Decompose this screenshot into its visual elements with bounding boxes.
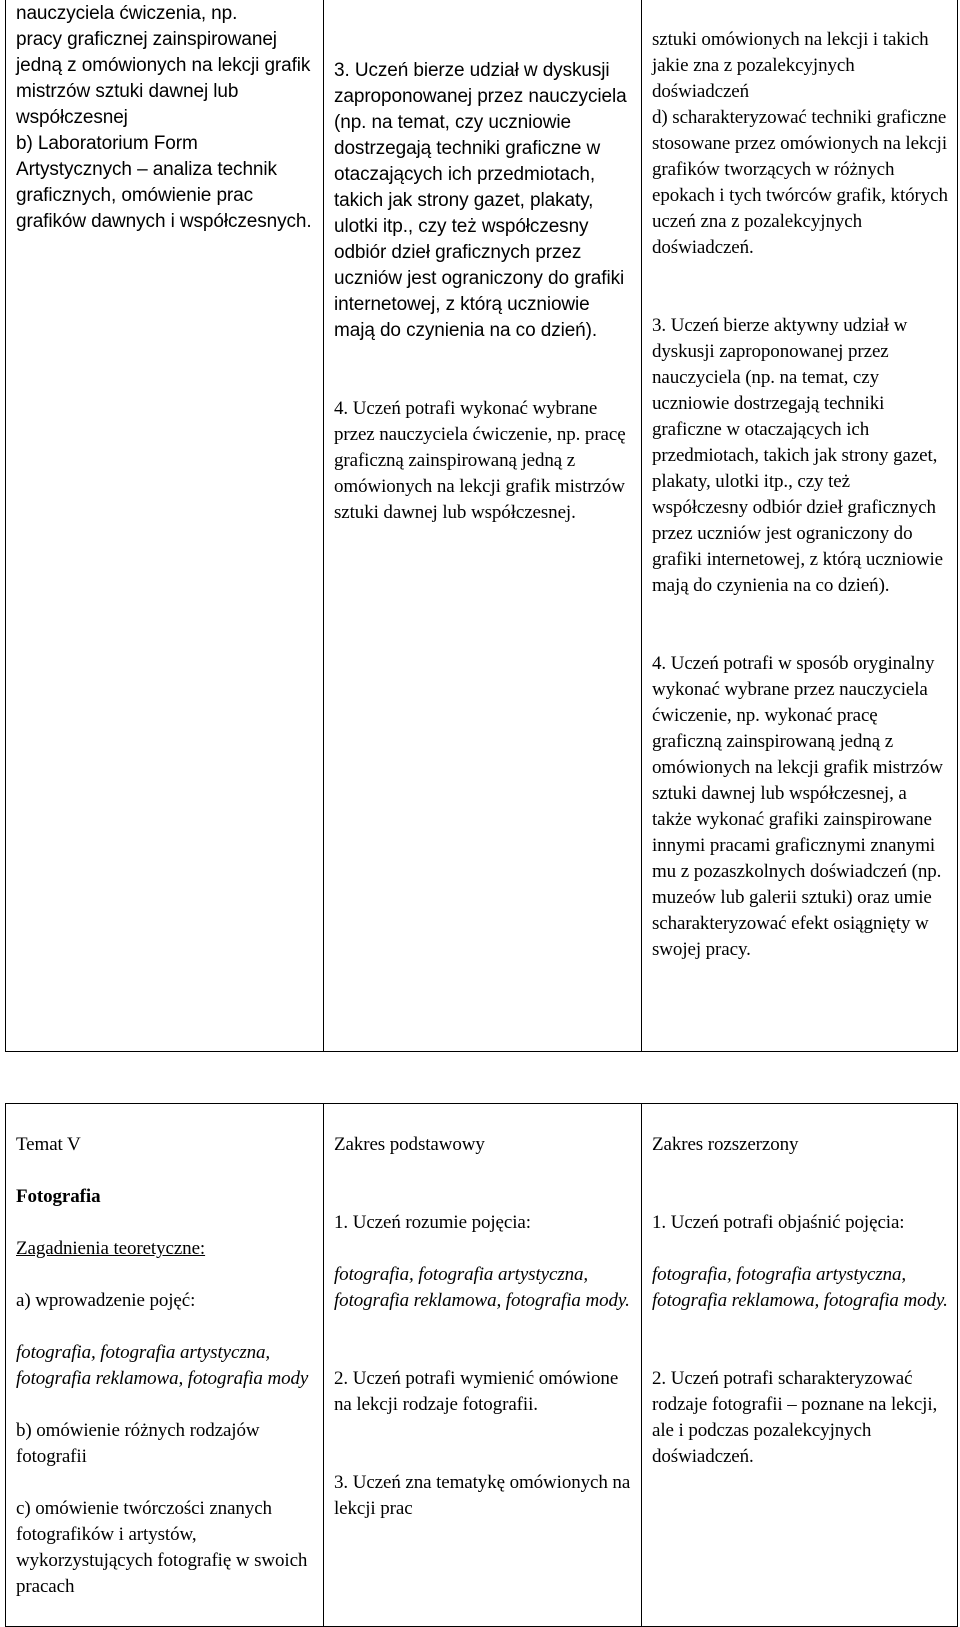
table-cell-extended-scope xyxy=(642,1104,958,1627)
cell-text: nauczyciela ćwiczenia, np. pracy graficznej zainspirowanej jedną z omówionych na lekcji grafik mistrzów sztuki dawnej lub współczesnej b) Laboratorium Form Artystycznych – analiza technik graficznych, omówienie prac grafików dawnych i współczesnych. xyxy=(16,3,312,232)
basic-item-1-prefix: 1. Uczeń rozumie pojęcia: xyxy=(334,1212,531,1233)
table-row xyxy=(6,0,958,1052)
table-cell-topic xyxy=(6,0,324,1052)
basic-item-4: 4. Uczeń potrafi wykonać wybrane przez nauczyciela ćwiczenie, np. pracę graficzną zainspirowaną jedną z omówionych na lekcji grafik mistrzów sztuki dawnej lub współczesnej. xyxy=(334,398,626,523)
point-c: c) omówienie twórczości znanych fotografików i artystów, wykorzystujących fotografię w swoich pracach xyxy=(16,1498,308,1597)
curriculum-table-lower xyxy=(5,1103,958,1627)
table-row xyxy=(6,1104,958,1627)
basic-scope-heading: Zakres podstawowy xyxy=(334,1134,485,1155)
extended-scope-heading: Zakres rozszerzony xyxy=(652,1134,799,1155)
point-a-terms: fotografia, fotografia artystyczna, fotografia reklamowa, fotografia mody xyxy=(16,1342,309,1389)
cell-content xyxy=(642,0,957,989)
curriculum-table-upper xyxy=(5,0,958,1052)
table-cell-basic-scope xyxy=(324,0,642,1052)
cell-content xyxy=(6,1104,323,1626)
point-a-prefix: a) wprowadzenie pojęć: xyxy=(16,1290,196,1311)
basic-item-3: 3. Uczeń zna tematykę omówionych na lekcji prac xyxy=(334,1472,631,1519)
cell-content xyxy=(324,0,641,552)
topic-title: Fotografia xyxy=(16,1186,101,1207)
table-cell-extended-scope xyxy=(642,0,958,1052)
basic-item-2: 2. Uczeń potrafi wymienić omówione na lekcji rodzaje fotografii. xyxy=(334,1368,619,1415)
point-b: b) omówienie różnych rodzajów fotografii xyxy=(16,1420,260,1467)
extended-item-4: 4. Uczeń potrafi w sposób oryginalny wykonać wybrane przez nauczyciela ćwiczenie, np. wykonać pracę graficzną zainspirowaną jedną z omówionych na lekcji grafik mistrzów sztuki dawnej lub współczesnej, a także wykonać grafiki zainspirowane innymi pracami graficznymi znanymi mu z pozaszkolnych doświadczeń (np. muzeów lub galerii sztuki) oraz umie scharakteryzować efekt osiągnięty w swojej pracy. xyxy=(652,653,943,960)
extended-item-1-prefix: 1. Uczeń potrafi objaśnić pojęcia: xyxy=(652,1212,905,1233)
cell-content xyxy=(642,1104,957,1496)
extended-item-3: 3. Uczeń bierze aktywny udział w dyskusji zaproponowanej przez nauczyciela (np. na temat, czy uczniowie dostrzegają techniki graficzne w otaczających ich przedmiotach, takich jak strony gazet, plakaty, ulotki itp., czy też współczesny odbiór dzieł graficznych przez uczniów jest ograniczony do grafiki internetowej, z którą uczniowie mają do czynienia na co dzień). xyxy=(652,315,944,596)
extended-item-2: 2. Uczeń potrafi scharakteryzować rodzaje fotografii – poznane na lekcji, ale i podczas pozalekcyjnych doświadczeń. xyxy=(652,1368,938,1467)
cell-content xyxy=(324,1104,641,1548)
basic-item-1-terms: fotografia, fotografia artystyczna, fotografia reklamowa, fotografia mody. xyxy=(334,1264,630,1311)
theory-heading: Zagadnienia teoretyczne: xyxy=(16,1238,206,1259)
basic-item-3: 3. Uczeń bierze udział w dyskusji zaproponowanej przez nauczyciela (np. na temat, czy uczniowie dostrzegają techniki graficzne w otaczających ich przedmiotach, takich jak strony gazet, plakaty, ulotki itp., czy też współczesny odbiór dzieł graficznych przez uczniów jest ograniczony do grafiki internetowej, z którą uczniowie mają do czynienia na co dzień). xyxy=(334,60,627,341)
table-cell-topic xyxy=(6,1104,324,1627)
topic-number: Temat V xyxy=(16,1134,81,1155)
extended-intro: sztuki omówionych na lekcji i takich jakie zna z pozalekcyjnych doświadczeń d) scharakteryzować techniki graficzne stosowane przez omówionych na lekcji grafików tworzących w różnych epokach i tych twórców grafik, których uczeń zna z pozalekcyjnych doświadczeń. xyxy=(652,29,948,258)
table-cell-basic-scope xyxy=(324,1104,642,1627)
extended-item-1-terms: fotografia, fotografia artystyczna, fotografia reklamowa, fotografia mody. xyxy=(652,1264,948,1311)
